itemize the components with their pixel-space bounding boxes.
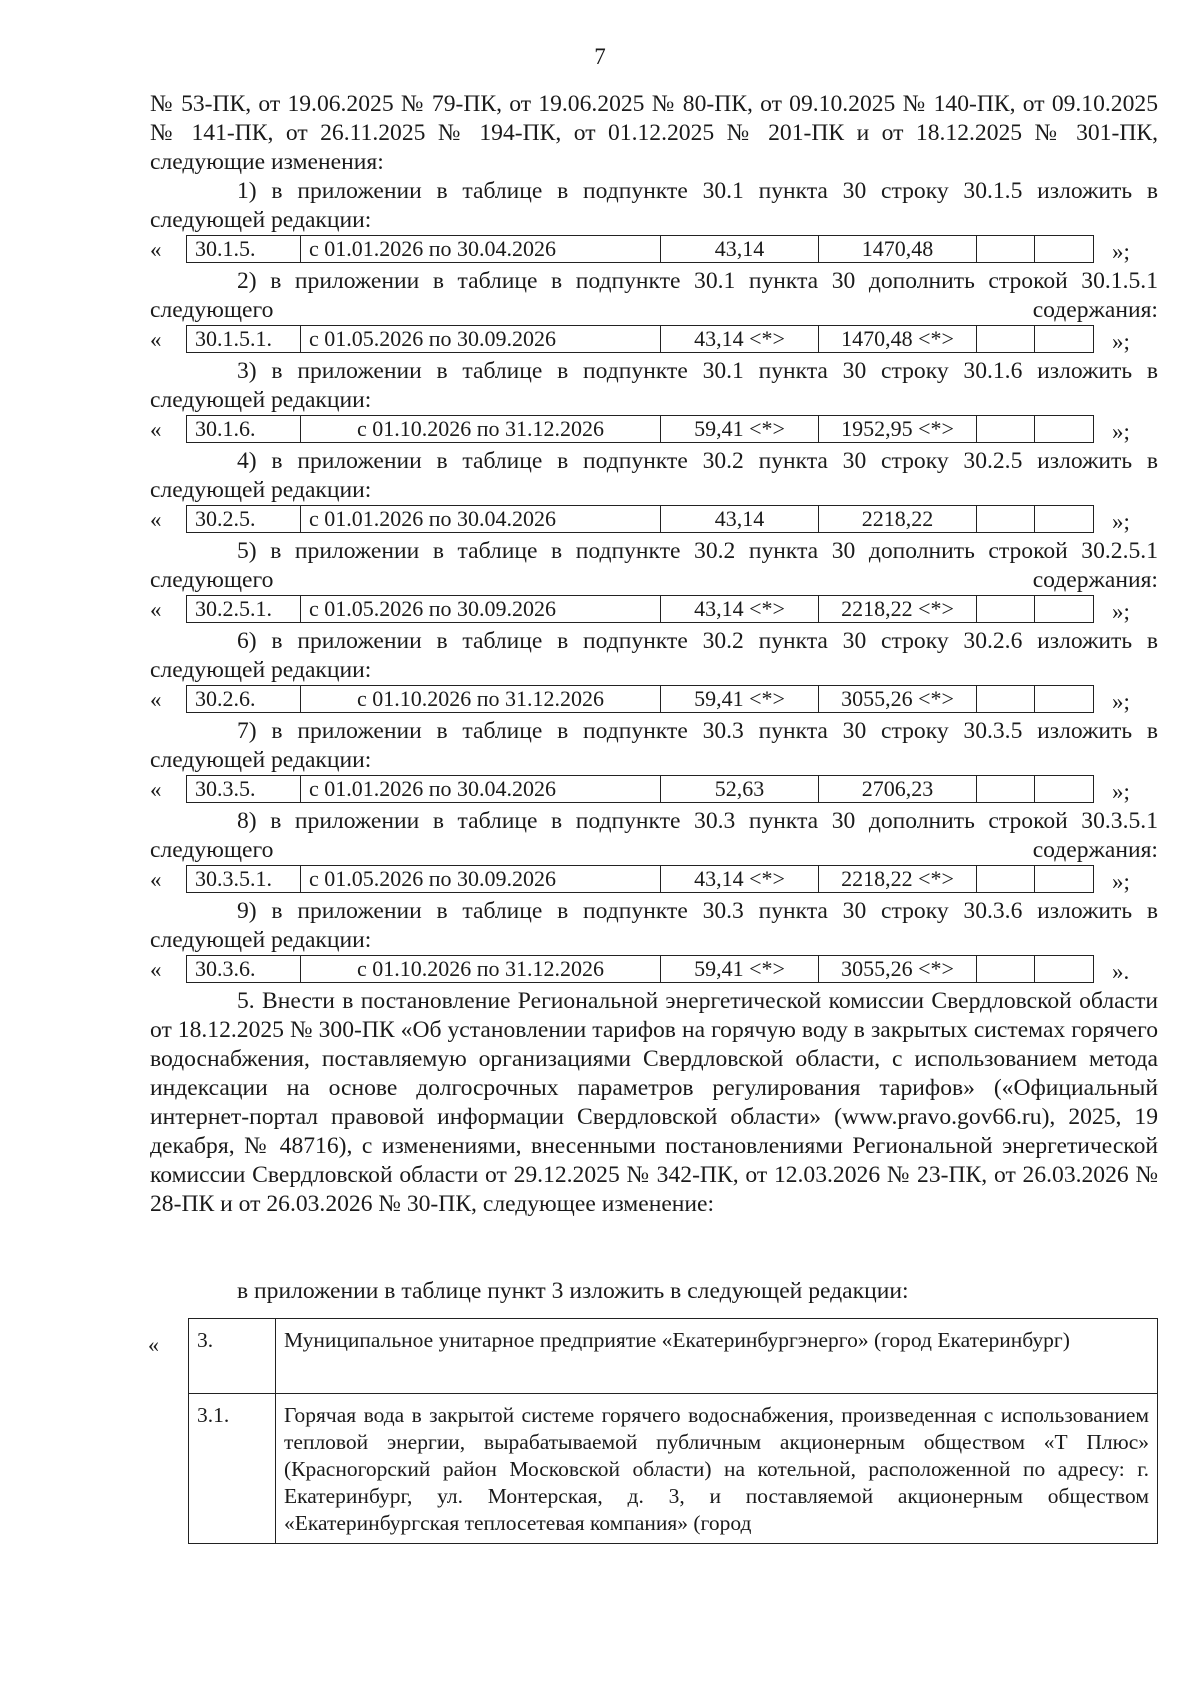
table-row-30-1-5 <box>150 235 1160 263</box>
cell-empty <box>1035 326 1093 352</box>
cell-value-2: 3055,26 <*> <box>819 956 977 982</box>
close-quote: »; <box>1112 239 1130 264</box>
cell-value-1: 43,14 <box>661 506 819 532</box>
cell-value-1: 59,41 <*> <box>661 416 819 442</box>
open-quote: « <box>150 597 162 622</box>
cell-empty <box>1035 866 1093 892</box>
amendment-item-3: 3) в приложении в таблице в подпункте 30.1 пункта 30 строку 30.1.6 изложить в следующей редакции: <box>150 358 1158 413</box>
table-open-quote: « <box>148 1332 159 1357</box>
amendment-item-5: 5) в приложении в таблице в подпункте 30.2 пункта 30 дополнить строкой 30.2.5.1 следующего содержания: <box>150 538 1158 593</box>
cell-code: 30.2.5. <box>187 506 301 532</box>
cell-empty <box>1035 506 1093 532</box>
cell-empty <box>977 776 1035 802</box>
table-row-30-3-6 <box>150 955 1160 983</box>
amendment-item-2: 2) в приложении в таблице в подпункте 30.1 пункта 30 дополнить строкой 30.1.5.1 следующего содержания: <box>150 268 1158 323</box>
cell-empty <box>977 686 1035 712</box>
close-quote: ». <box>1112 959 1130 984</box>
cell-value-2: 2706,23 <box>819 776 977 802</box>
amendment-item-6: 6) в приложении в таблице в подпункте 30.2 пункта 30 строку 30.2.6 изложить в следующей редакции: <box>150 628 1158 683</box>
close-quote: »; <box>1112 869 1130 894</box>
cell-empty <box>977 956 1035 982</box>
close-quote: »; <box>1112 509 1130 534</box>
cell-value-2: 1952,95 <*> <box>819 416 977 442</box>
table-row-30-2-5 <box>150 505 1160 533</box>
amendment-item-4: 4) в приложении в таблице в подпункте 30.2 пункта 30 строку 30.2.5 изложить в следующей редакции: <box>150 448 1158 503</box>
cell-period: с 01.01.2026 по 30.04.2026 <box>301 506 661 532</box>
section-5-subparagraph: в приложении в таблице пункт 3 изложить в следующей редакции: <box>237 1278 909 1304</box>
close-quote: »; <box>1112 329 1130 354</box>
open-quote: « <box>150 237 162 262</box>
cell-empty <box>1035 236 1093 262</box>
cell-value-2: 3055,26 <*> <box>819 686 977 712</box>
cell-value-1: 43,14 <*> <box>661 866 819 892</box>
cell-period: с 01.05.2026 по 30.09.2026 <box>301 326 661 352</box>
cell-period: с 01.10.2026 по 31.12.2026 <box>301 956 661 982</box>
cell-period: с 01.01.2026 по 30.04.2026 <box>301 776 661 802</box>
open-quote: « <box>150 327 162 352</box>
cell-value-1: 43,14 <*> <box>661 596 819 622</box>
amendment-item-9: 9) в приложении в таблице в подпункте 30.3 пункта 30 строку 30.3.6 изложить в следующей редакции: <box>150 898 1158 953</box>
cell-value-1: 59,41 <*> <box>661 686 819 712</box>
close-quote: »; <box>1112 599 1130 624</box>
open-quote: « <box>150 777 162 802</box>
cell-code: 30.2.5.1. <box>187 596 301 622</box>
amendment-item-8: 8) в приложении в таблице в подпункте 30.3 пункта 30 дополнить строкой 30.3.5.1 следующего содержания: <box>150 808 1158 863</box>
cell-empty <box>1035 416 1093 442</box>
cell-code: 30.1.6. <box>187 416 301 442</box>
cell-empty <box>977 506 1035 532</box>
cell-value-1: 52,63 <box>661 776 819 802</box>
cell-value-1: 43,14 <*> <box>661 326 819 352</box>
table-row-30-1-5-1 <box>150 325 1160 353</box>
cell-period: с 01.05.2026 по 30.09.2026 <box>301 596 661 622</box>
cell-period: с 01.10.2026 по 31.12.2026 <box>301 686 661 712</box>
amendment-item-1: 1) в приложении в таблице в подпункте 30.1 пункта 30 строку 30.1.5 изложить в следующей редакции: <box>150 178 1158 233</box>
cell-empty <box>977 416 1035 442</box>
cell-empty <box>1035 956 1093 982</box>
cell-empty <box>977 326 1035 352</box>
open-quote: « <box>150 867 162 892</box>
cell-code: 30.2.6. <box>187 686 301 712</box>
table-row-30-3-5-1 <box>150 865 1160 893</box>
cell-code: 30.3.5.1. <box>187 866 301 892</box>
row-text: Муниципальное унитарное предприятие «Екатеринбургэнерго» (город Екатеринбург) <box>276 1319 1158 1394</box>
cell-value-1: 59,41 <*> <box>661 956 819 982</box>
open-quote: « <box>150 957 162 982</box>
cell-code: 30.1.5.1. <box>187 326 301 352</box>
cell-code: 30.1.5. <box>187 236 301 262</box>
table-row-30-1-6 <box>150 415 1160 443</box>
amendment-item-7: 7) в приложении в таблице в подпункте 30.3 пункта 30 строку 30.3.5 изложить в следующей редакции: <box>150 718 1158 773</box>
cell-empty <box>1035 776 1093 802</box>
cell-value-2: 2218,22 <*> <box>819 866 977 892</box>
section-5-paragraph: 5. Внести в постановление Региональной энергетической комиссии Свердловской области от 18.12.2025 № 300-ПК «Об установлении тарифов на горячую воду в закрытых системах горячего водоснабжения, поставляемую организациями Свердловской области, с использованием метода индексации на основе долгосрочных параметров регулирования тарифов» («Официальный интернет-портал правовой информации Свердловской области» (www.pravo.gov66.ru), 2025, 19 декабря, № 48716), с изменениями, внесенными постановлениями Региональной энергетической комиссии Свердловской области от 29.12.2025 № 342-ПК, от 12.03.2026 № 23-ПК, от 26.03.2026 № 28-ПК и от 26.03.2026 № 30-ПК, следующее изменение: <box>150 988 1158 1217</box>
cell-value-2: 2218,22 <*> <box>819 596 977 622</box>
row-number: 3. <box>189 1319 276 1394</box>
table-row-30-2-6 <box>150 685 1160 713</box>
close-quote: »; <box>1112 419 1130 444</box>
open-quote: « <box>150 507 162 532</box>
table-row-30-2-5-1 <box>150 595 1160 623</box>
cell-value-2: 2218,22 <box>819 506 977 532</box>
cell-value-2: 1470,48 <box>819 236 977 262</box>
cell-period: с 01.10.2026 по 31.12.2026 <box>301 416 661 442</box>
close-quote: »; <box>1112 689 1130 714</box>
cell-empty <box>977 596 1035 622</box>
open-quote: « <box>150 417 162 442</box>
row-number: 3.1. <box>189 1394 276 1544</box>
cell-code: 30.3.5. <box>187 776 301 802</box>
cell-empty <box>1035 596 1093 622</box>
close-quote: »; <box>1112 779 1130 804</box>
cell-empty <box>977 866 1035 892</box>
cell-value-2: 1470,48 <*> <box>819 326 977 352</box>
tariff-table-point-3 <box>188 1318 1158 1544</box>
table-row <box>189 1394 1158 1544</box>
cell-period: с 01.01.2026 по 30.04.2026 <box>301 236 661 262</box>
cell-period: с 01.05.2026 по 30.09.2026 <box>301 866 661 892</box>
row-text: Горячая вода в закрытой системе горячего водоснабжения, произведенная с использованием тепловой энергии, вырабатываемой публичным акционерным обществом «Т Плюс» (Красногорский район Московской области) на котельной, расположенной по адресу: г. Екатеринбург, ул. Монтерская, д. 3, и поставляемой акционерным обществом «Екатеринбургская теплосетевая компания» (город <box>276 1394 1158 1544</box>
cell-value-1: 43,14 <box>661 236 819 262</box>
table-row <box>189 1319 1158 1394</box>
open-quote: « <box>150 687 162 712</box>
page-number: 7 <box>594 44 606 69</box>
cell-code: 30.3.6. <box>187 956 301 982</box>
table-row-30-3-5 <box>150 775 1160 803</box>
cell-empty <box>1035 686 1093 712</box>
intro-paragraph: № 53-ПК, от 19.06.2025 № 79-ПК, от 19.06.2025 № 80-ПК, от 09.10.2025 № 140-ПК, от 09.10.2025 № 141-ПК, от 26.11.2025 № 194-ПК, от 01.12.2025 № 201-ПК и от 18.12.2025 № 301-ПК, следующие изменения: <box>150 91 1158 175</box>
cell-empty <box>977 236 1035 262</box>
